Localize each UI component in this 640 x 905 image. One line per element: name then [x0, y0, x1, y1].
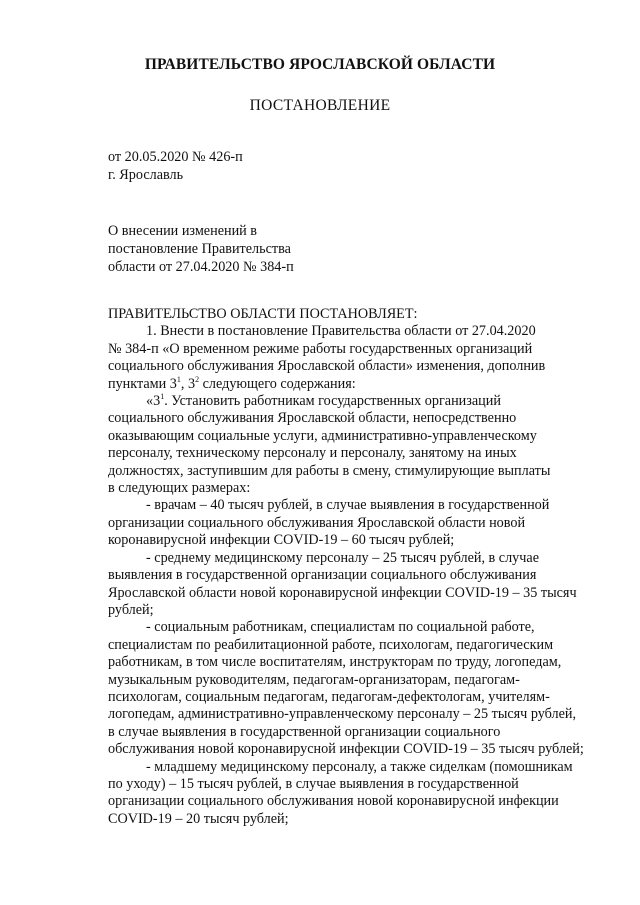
text-line: персоналу, техническому персоналу и персоналу, занятому на иных: [108, 445, 517, 462]
text-line: - младшему медицинскому персоналу, а также сиделкам (помошникам: [146, 758, 573, 775]
government-title: ПРАВИТЕЛЬСТВО ЯРОСЛАВСКОЙ ОБЛАСТИ: [144, 56, 496, 73]
paragraph-2: [108, 393, 610, 497]
text-line: должностях, заступившим для работы в смену, стимулирующие выплаты: [108, 462, 551, 479]
subject-line: области от 27.04.2020 № 384-п: [108, 259, 294, 275]
text-line: - врачам – 40 тысяч рублей, в случае выявления в государственной: [146, 497, 550, 514]
document-meta: [108, 148, 243, 184]
text-line: социального обслуживания Ярославской области, непосредственно: [108, 410, 517, 427]
city: г. Ярославль: [108, 167, 184, 183]
text-line: работникам, в том числе воспитателям, инструкторам по труду, логопедам,: [108, 654, 562, 671]
text-line: обслуживания новой коронавирусной инфекции COVID-19 – 35 тысяч рублей;: [108, 741, 584, 758]
date-number: от 20.05.2020 № 426-п: [108, 149, 243, 165]
text-line: по уходу) – 15 тысяч рублей, в случае выявления в государственной: [108, 775, 519, 792]
text-line: - среднему медицинскому персоналу – 25 тысяч рублей, в случае: [146, 549, 539, 566]
text-line: COVID-19 – 20 тысяч рублей;: [108, 810, 289, 827]
text-line: специалистам по реабилитационной работе, психологам, педагогическим: [108, 636, 554, 653]
paragraph-4: [108, 550, 610, 620]
text-line: выявления в государственной организации социального обслуживания: [108, 567, 537, 584]
text-line: № 384-п «О временном режиме работы государственных организаций: [108, 340, 533, 357]
paragraph-1: [108, 323, 610, 393]
text-line: коронавирусной инфекции COVID-19 – 60 тысяч рублей;: [108, 532, 455, 549]
preamble: ПРАВИТЕЛЬСТВО ОБЛАСТИ ПОСТАНОВЛЯЕТ:: [108, 306, 418, 322]
paragraph-5: [108, 619, 610, 758]
text-line: рублей;: [108, 601, 154, 618]
text-line: Ярославской области новой коронавирусной инфекции COVID-19 – 35 тысяч: [108, 584, 577, 601]
text-line: психологам, социальным педагогам, педагогам-дефектологам, учителям-: [108, 688, 550, 705]
text-line: 1. Внести в постановление Правительства области от 27.04.2020: [146, 323, 536, 340]
text-line: в случае выявления в государственной организации социального: [108, 723, 501, 740]
paragraph-6: [108, 759, 610, 829]
text-line: организации социального обслуживания Ярославской области новой: [108, 514, 526, 531]
text-line: социального обслуживания Ярославской области» изменения, дополнив: [108, 358, 546, 375]
document-subject: [108, 222, 294, 276]
document-type: ПОСТАНОВЛЕНИЕ: [249, 97, 391, 114]
text-line: пунктами $3^1$, $3^2$ следующего содержания:: [108, 374, 356, 392]
text-line: организации социального обслуживания новой коронавирусной инфекции: [108, 793, 559, 810]
text-line: - социальным работникам, специалистам по социальной работе,: [146, 619, 535, 636]
subject-line: О внесении изменений в: [108, 223, 258, 239]
text-line: в следующих размерах:: [108, 480, 251, 497]
subject-line: постановление Правительства: [108, 241, 291, 257]
text-line: музыкальным руководителям, педагогам-организаторам, педагогам-: [108, 671, 520, 688]
document-body: [108, 306, 610, 828]
text-line: логопедам, административно-управленческому персоналу – 25 тысяч рублей,: [108, 706, 577, 723]
text-line: «$3^1$. Установить работникам государственных организаций: [146, 392, 501, 410]
text-line: оказывающим социальные услуги, административно-управленческому: [108, 427, 537, 444]
paragraph-3: [108, 497, 610, 549]
